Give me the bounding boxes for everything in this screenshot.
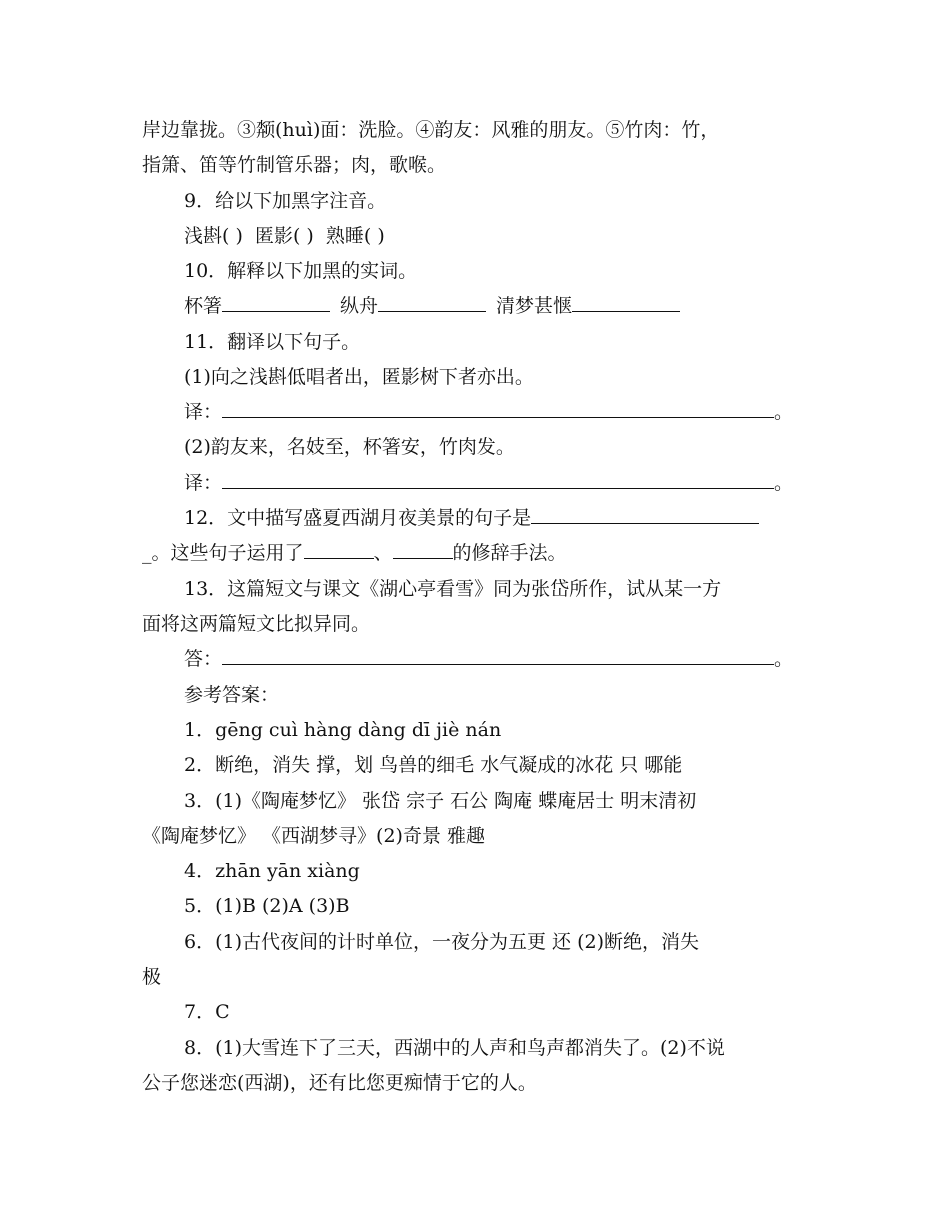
answer-blank[interactable] — [304, 541, 374, 559]
answer-blank[interactable] — [222, 647, 774, 665]
question-text: 的修辞手法。 — [452, 542, 567, 564]
answer-blank[interactable] — [222, 400, 774, 418]
reference-answers-heading: 参考答案： — [184, 684, 280, 706]
translate-label: 译： — [184, 472, 223, 494]
word-label: 杯箸 — [184, 295, 223, 317]
answer-blank[interactable] — [393, 541, 453, 559]
answer-5: 5．(1)B (2)A (3)B — [184, 895, 350, 917]
translation-line-2 — [184, 471, 793, 495]
answer-8-line-2: 公子您迷恋(西湖)，还有比您更痴情于它的人。 — [142, 1072, 537, 1094]
answer-blank[interactable] — [378, 294, 486, 312]
answer-2: 2．断绝，消失 撑，划 鸟兽的细毛 水气凝成的冰花 只 哪能 — [184, 754, 683, 776]
answer-label: 答： — [184, 648, 223, 670]
answer-blank[interactable] — [572, 294, 680, 312]
text-line: 岸边靠拢。③颒(huì)面：洗脸。④韵友：风雅的朋友。⑤竹肉：竹， — [142, 119, 720, 141]
question-11-sentence-1: (1)向之浅斟低唱者出，匿影树下者亦出。 — [184, 366, 534, 388]
question-11: 11．翻译以下句子。 — [184, 331, 361, 353]
translation-line-1 — [184, 400, 793, 424]
question-9-items: 浅斟( ) 匿影( ) 熟睡( ) — [184, 225, 385, 247]
answer-1: 1．gēng cuì hàng dàng dī jiè nán — [184, 719, 502, 741]
translate-label: 译： — [184, 401, 223, 423]
answer-7: 7．C — [184, 1001, 230, 1023]
answer-blank[interactable] — [531, 506, 759, 524]
period: 。 — [774, 472, 794, 494]
answer-3-line-2: 《陶庵梦忆》 《西湖梦寻》(2)奇景 雅趣 — [142, 825, 485, 847]
question-10-items — [184, 294, 680, 318]
question-12-line-2 — [142, 541, 567, 565]
answer-blank[interactable] — [222, 471, 774, 489]
question-text: 12．文中描写盛夏西湖月夜美景的句子是 — [184, 507, 532, 529]
answer-8: 8．(1)大雪连下了三天，西湖中的人声和鸟声都消失了。(2)不说 — [184, 1037, 725, 1059]
word-label: 纵舟 — [340, 295, 379, 317]
question-13: 13．这篇短文与课文《湖心亭看雪》同为张岱所作，试从某一方 — [184, 578, 722, 600]
answer-6-line-2: 极 — [142, 966, 162, 988]
question-12 — [184, 506, 759, 530]
question-text: 、 — [373, 542, 393, 564]
question-9: 9．给以下加黑字注音。 — [184, 190, 387, 212]
question-10: 10．解释以下加黑的实词。 — [184, 260, 418, 282]
answer-blank[interactable] — [222, 294, 330, 312]
answer-4: 4．zhān yān xiàng — [184, 860, 360, 882]
answer-line-13 — [184, 647, 793, 671]
answer-3: 3．(1)《陶庵梦忆》 张岱 宗子 石公 陶庵 蝶庵居士 明末清初 — [184, 790, 697, 812]
text-line: 指箫、笛等竹制管乐器；肉，歌喉。 — [142, 154, 447, 176]
word-label: 清梦甚惬 — [496, 295, 573, 317]
period: 。 — [774, 648, 794, 670]
period: 。 — [774, 401, 794, 423]
answer-6: 6．(1)古代夜间的计时单位，一夜分为五更 还 (2)断绝，消失 — [184, 931, 699, 953]
question-text: _。这些句子运用了 — [142, 542, 304, 564]
question-11-sentence-2: (2)韵友来，名妓至，杯箸安，竹肉发。 — [184, 436, 515, 458]
question-13-line-2: 面将这两篇短文比拟异同。 — [142, 613, 371, 635]
